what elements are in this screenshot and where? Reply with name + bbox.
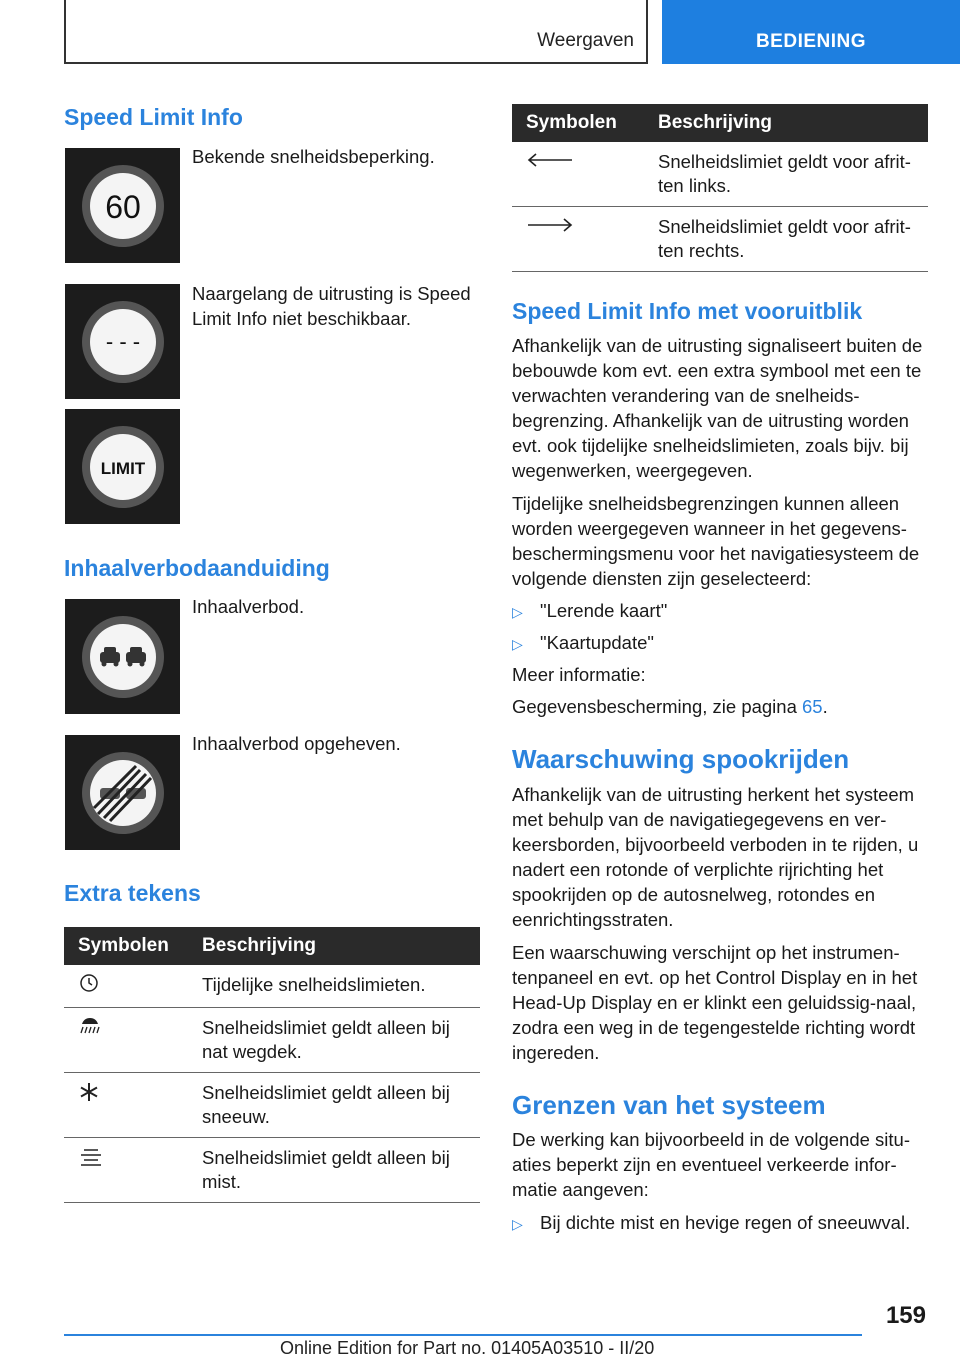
table-cell-description: Snelheidslimiet geldt alleen bij mist. bbox=[188, 1138, 480, 1203]
table-row bbox=[64, 1138, 480, 1203]
extra-signs-title: Extra tekens bbox=[64, 880, 201, 906]
no-overtaking-sign-icon bbox=[65, 599, 180, 714]
speed-60-description: Bekende snelheidsbeperking. bbox=[192, 146, 435, 167]
page-link[interactable]: 65 bbox=[802, 696, 823, 717]
overtaking-title: Inhaalverbodaanduiding bbox=[64, 555, 330, 581]
privacy-reference: Gegevensbescherming, zie pagina 65. bbox=[512, 696, 828, 717]
table-row bbox=[512, 207, 928, 272]
list-item: ▷ Bij dichte mist en hevige regen of sneeuwval. bbox=[512, 1210, 910, 1237]
sign-60-text: 60 bbox=[104, 188, 141, 225]
limits-title: Grenzen van het systeem bbox=[512, 1090, 826, 1120]
footer-edition: Online Edition for Part no. 01405A03510 - II/20 bbox=[280, 1338, 655, 1358]
limit-sign-icon bbox=[65, 409, 180, 524]
exit-arrows-table bbox=[512, 104, 928, 272]
list-item: ▷ "Kaartupdate" bbox=[512, 630, 654, 657]
speed-limit-title: Speed Limit Info bbox=[64, 104, 243, 130]
table-cell-description: Snelheidslimiet geldt voor afrit-ten rechts. bbox=[644, 207, 928, 272]
speed-60-sign-icon bbox=[65, 148, 180, 263]
table-cell-description: Snelheidslimiet geldt voor afrit-ten links. bbox=[644, 142, 928, 207]
table-header-description: Beschrijving bbox=[188, 927, 480, 965]
end-no-overtaking-sign-icon bbox=[65, 735, 180, 850]
page-number: 159 bbox=[885, 1302, 926, 1329]
extra-signs-table bbox=[64, 927, 480, 1203]
speed-unknown-description: Naargelang de uitrusting is Speed Limit Info niet beschikbaar. bbox=[192, 283, 471, 329]
wrongway-paragraph-1: Afhankelijk van de uitrusting herkent het systeem met behulp van de navigatiegegevens en ver-keersborden, bijvoorbeeld verboden in te rijden, u nadert een rotonde of verplichte rijrichting het spookrijden op de autosnelweg, rotondes en eenrichtingsstraten. bbox=[512, 784, 919, 930]
arrow-right-icon bbox=[526, 216, 574, 237]
arrow-left-icon bbox=[526, 151, 574, 172]
table-cell-description: Snelheidslimiet geldt alleen bij sneeuw. bbox=[188, 1073, 480, 1138]
table-header-description: Beschrijving bbox=[644, 104, 928, 142]
table-row bbox=[512, 142, 928, 207]
bullet-triangle-icon: ▷ bbox=[512, 636, 523, 652]
wrongway-title: Waarschuwing spookrijden bbox=[512, 744, 850, 774]
table-row bbox=[64, 965, 480, 1008]
clock-icon bbox=[78, 976, 100, 997]
snowflake-icon bbox=[78, 1086, 100, 1107]
table-header-symbols: Symbolen bbox=[64, 927, 188, 965]
no-overtaking-description: Inhaalverbod. bbox=[192, 596, 305, 617]
speed-unknown-sign-icon bbox=[65, 284, 180, 399]
wet-road-icon bbox=[78, 1021, 102, 1042]
table-cell-description: Tijdelijke snelheidslimieten. bbox=[188, 965, 480, 1008]
limits-paragraph: De werking kan bijvoorbeeld in de volgende situ-aties beperkt zijn en eventueel verkeerde infor-matie aangeven: bbox=[512, 1129, 910, 1200]
sign-unknown-text: - - - bbox=[105, 328, 140, 354]
lookahead-title: Speed Limit Info met vooruitblik bbox=[512, 298, 863, 324]
more-info-label: Meer informatie: bbox=[512, 664, 646, 685]
chapter-tab: BEDIENING bbox=[662, 0, 960, 64]
wrongway-paragraph-2: Een waarschuwing verschijnt op het instrumen-tenpaneel en evt. op het Control Display en in het Head-Up Display en er klinkt een geluidssig-naal, zodra een weg in de tegengestelde richting wordt ingereden. bbox=[512, 942, 918, 1063]
bullet-triangle-icon: ▷ bbox=[512, 604, 523, 620]
table-row bbox=[64, 1073, 480, 1138]
table-header-symbols: Symbolen bbox=[512, 104, 644, 142]
bullet-triangle-icon: ▷ bbox=[512, 1216, 523, 1232]
fog-icon bbox=[78, 1151, 104, 1172]
sign-limit-text: LIMIT bbox=[100, 458, 145, 478]
list-item: ▷ "Lerende kaart" bbox=[512, 598, 667, 625]
section-title: Weergaven bbox=[537, 30, 634, 51]
footer-divider bbox=[64, 1334, 862, 1336]
end-no-overtaking-description: Inhaalverbod opgeheven. bbox=[192, 733, 401, 754]
table-cell-description: Snelheidslimiet geldt alleen bij nat wegdek. bbox=[188, 1008, 480, 1073]
table-row bbox=[64, 1008, 480, 1073]
lookahead-paragraph-1: Afhankelijk van de uitrusting signaliseert buiten de bebouwde kom evt. een extra symbool met een te verwachten verandering van de snelheids-begrenzing. Afhankelijk van de uitrusting worden evt. ook tijdelijke snelheidslimieten, zoals bijv. bij wegenwerken, weergegeven. bbox=[512, 335, 923, 481]
lookahead-paragraph-2: Tijdelijke snelheidsbegrenzingen kunnen alleen worden weergegeven wanneer in het gegevens-beschermingsmenu voor het navigatiesysteem de volgende diensten zijn geselecteerd: bbox=[512, 493, 920, 589]
